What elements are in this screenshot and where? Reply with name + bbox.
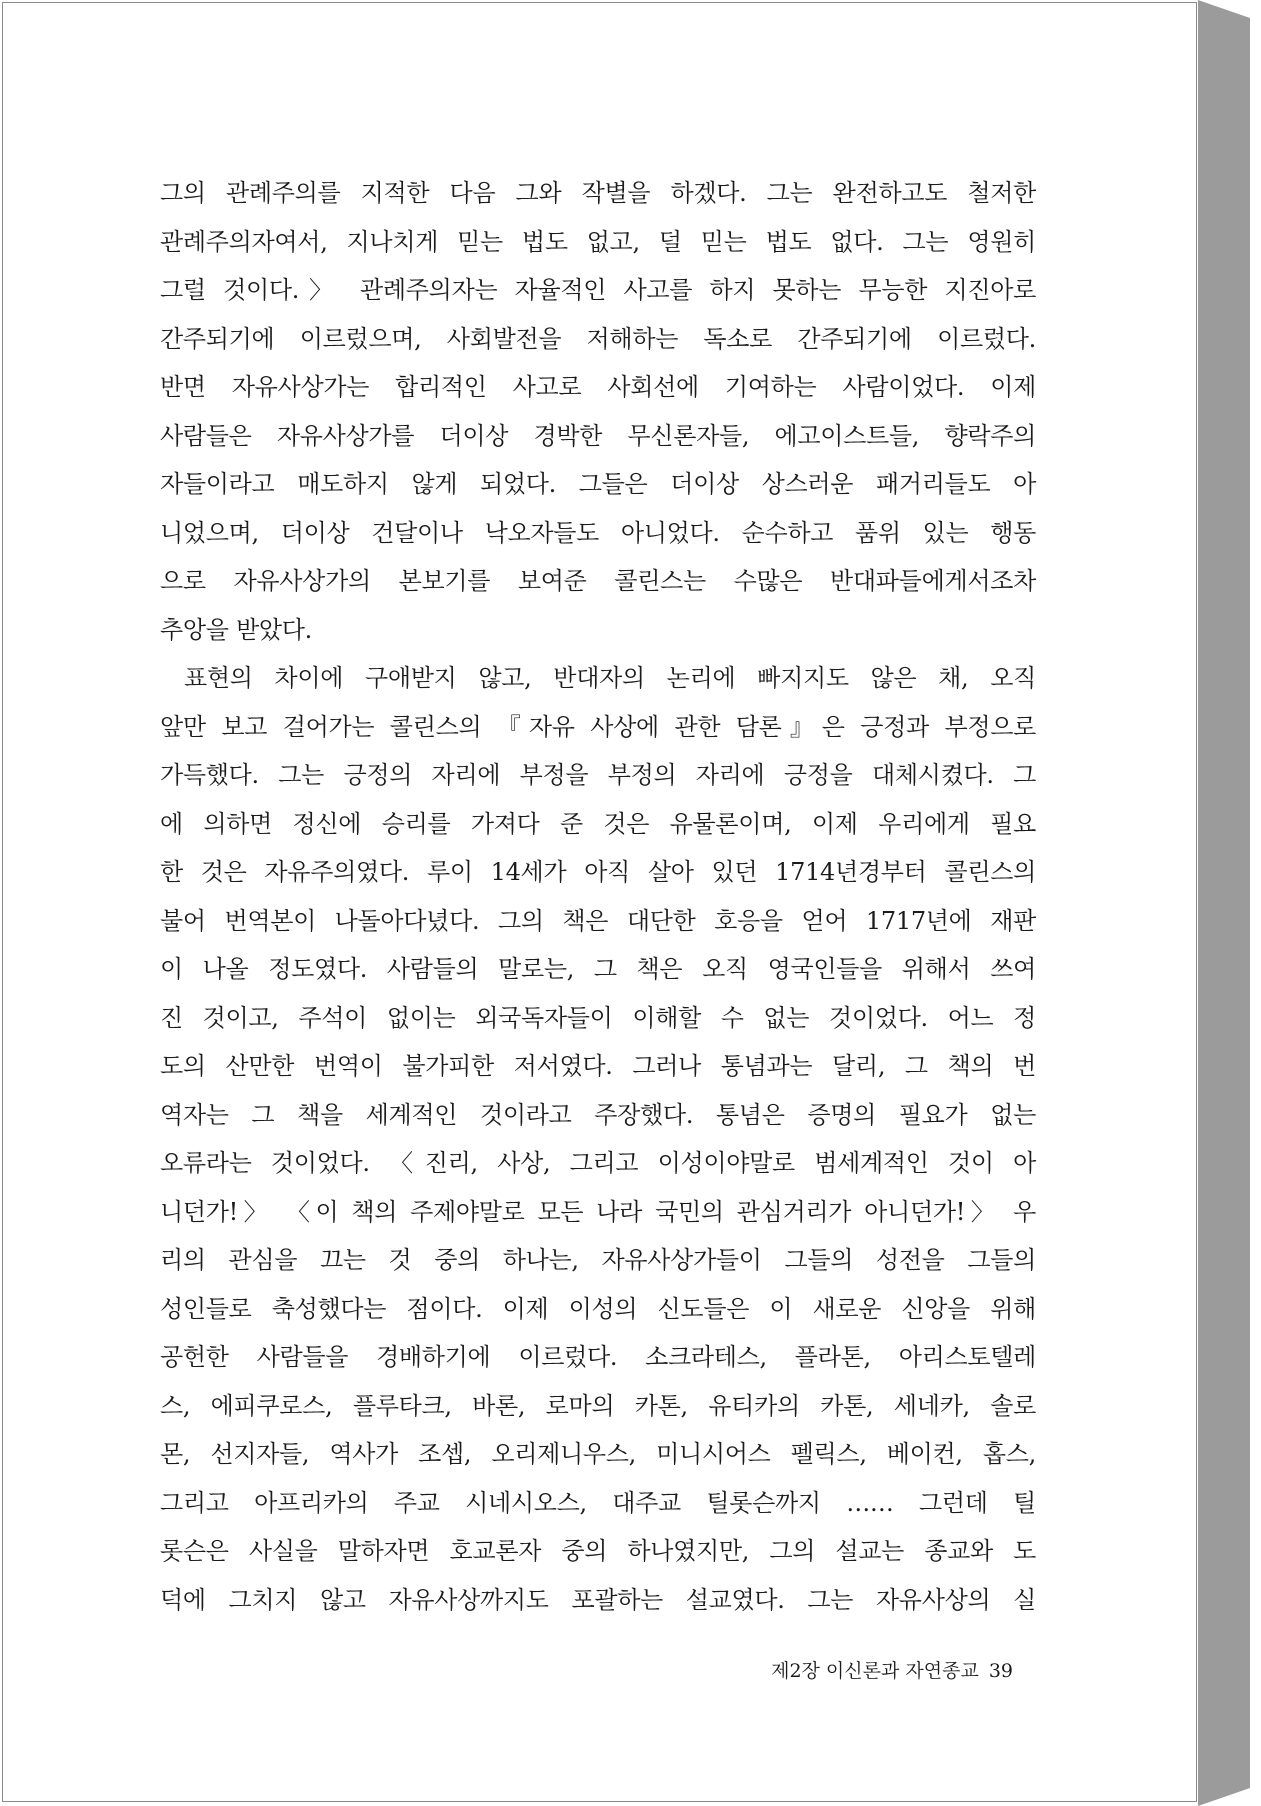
text-line: 리의 관심을 끄는 것 중의 하나는, 자유사상가들이 그들의 성전을 그들의 [160, 1246, 1036, 1274]
chapter-title: 제2장 이신론과 자연종교 [771, 1660, 979, 1682]
text-line: 그의 관례주의를 지적한 다음 그와 작별을 하겠다. 그는 완전하고도 철저한 [160, 179, 1036, 207]
running-footer [743, 1656, 1013, 1683]
page-edge-shadow [1198, 0, 1250, 1806]
text-line: 몬, 선지자들, 역사가 조셉, 오리제니우스, 미니시어스 펠릭스, 베이컨, 홉스, [160, 1440, 1036, 1468]
text-line: 한 것은 자유주의였다. 루이 14세가 아직 살아 있던 1714년경부터 콜린스의 [160, 858, 1036, 886]
text-line: 역자는 그 책을 세계적인 것이라고 주장했다. 통념은 증명의 필요가 없는 [160, 1100, 1036, 1129]
text-line: 덕에 그치지 않고 자유사상까지도 포괄하는 설교였다. 그는 자유사상의 실 [160, 1585, 1036, 1614]
text-line: 성인들로 축성했다는 점이다. 이제 이성의 신도들은 이 새로운 신앙을 위해 [160, 1294, 1036, 1323]
text-line: 관례주의자여서, 지나치게 믿는 법도 없고, 덜 믿는 법도 없다. 그는 영원히 [160, 227, 1036, 256]
text-line: 오류라는 것이었다. 〈진리, 사상, 그리고 이성이야말로 범세계적인 것이 아 [160, 1149, 1036, 1177]
text-line: 표현의 차이에 구애받지 않고, 반대자의 논리에 빠지지도 않은 채, 오직 [184, 664, 1036, 692]
text-line: 앞만 보고 걸어가는 콜린스의 『자유 사상에 관한 담론』은 긍정과 부정으로 [160, 712, 1036, 741]
text-line: 니던가!〉 〈이 책의 주제야말로 모든 나라 국민의 관심거리가 아니던가!〉 우 [160, 1197, 1036, 1226]
text-line: 사람들은 자유사상가를 더이상 경박한 무신론자들, 에고이스트들, 향락주의 [160, 421, 1036, 450]
text-line: 이 나올 정도였다. 사람들의 말로는, 그 책은 오직 영국인들을 위해서 쓰여 [160, 955, 1036, 983]
text-line: 스, 에피쿠로스, 플루타크, 바론, 로마의 카톤, 유티카의 카톤, 세네카, 솔로 [160, 1391, 1036, 1420]
text-line: 그럴 것이다.〉 관례주의자는 자율적인 사고를 하지 못하는 무능한 지진아로 [160, 276, 1036, 304]
text-line: 공헌한 사람들을 경배하기에 이르렀다. 소크라테스, 플라톤, 아리스토텔레 [160, 1343, 1036, 1371]
book-page [2, 2, 1197, 1802]
text-line: 추앙을 받았다. [160, 615, 312, 644]
page-number: 39 [988, 1660, 1013, 1682]
text-line: 가득했다. 그는 긍정의 자리에 부정을 부정의 자리에 긍정을 대체시켰다. 그 [160, 761, 1036, 789]
text-line: 진 것이고, 주석이 없이는 외국독자들이 이해할 수 없는 것이었다. 어느 정 [160, 1003, 1036, 1032]
text-line: 간주되기에 이르렀으며, 사회발전을 저해하는 독소로 간주되기에 이르렀다. [160, 324, 1036, 353]
text-line: 불어 번역본이 나돌아다녔다. 그의 책은 대단한 호응을 얻어 1717년에 재판 [160, 906, 1036, 935]
text-line: 도의 산만한 번역이 불가피한 저서였다. 그러나 통념과는 달리, 그 책의 번 [160, 1052, 1036, 1080]
body-text [160, 169, 1036, 1624]
text-line: 반면 자유사상가는 합리적인 사고로 사회선에 기여하는 사람이었다. 이제 [160, 373, 1036, 401]
text-line: 자들이라고 매도하지 않게 되었다. 그들은 더이상 상스러운 패거리들도 아 [160, 470, 1036, 498]
text-line: 그리고 아프리카의 주교 시네시오스, 대주교 틸롯슨까지 …… 그런데 틸 [160, 1488, 1036, 1517]
text-line: 롯슨은 사실을 말하자면 호교론자 중의 하나였지만, 그의 설교는 종교와 도 [160, 1537, 1036, 1565]
text-line: 으로 자유사상가의 본보기를 보여준 콜린스는 수많은 반대파들에게서조차 [160, 567, 1036, 595]
text-line: 니었으며, 더이상 건달이나 낙오자들도 아니었다. 순수하고 품위 있는 행동 [160, 518, 1036, 547]
text-line: 에 의하면 정신에 승리를 가져다 준 것은 유물론이며, 이제 우리에게 필요 [160, 809, 1036, 838]
